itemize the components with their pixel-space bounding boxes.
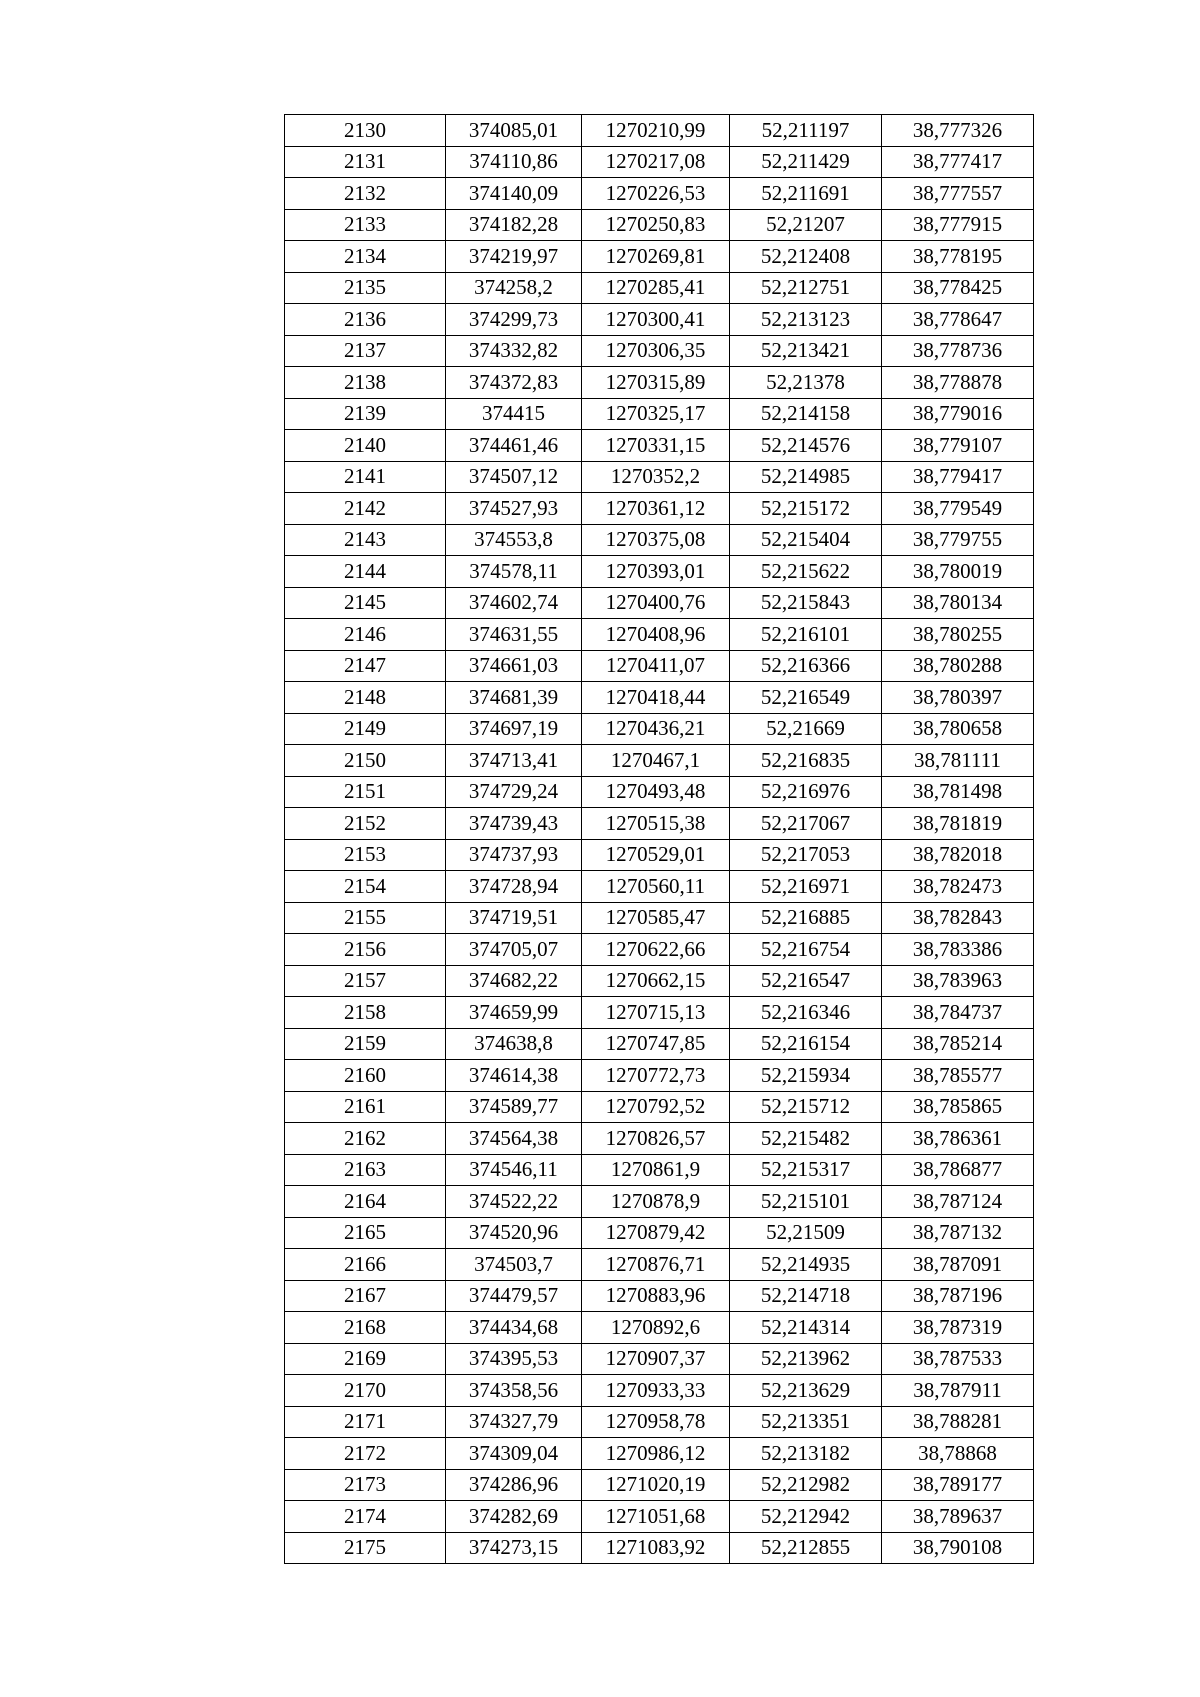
table-row bbox=[285, 1469, 1034, 1501]
longitude-cell: 38,780134 bbox=[882, 587, 1034, 619]
latitude-cell: 52,214985 bbox=[730, 461, 882, 493]
coord-y-cell: 1270400,76 bbox=[582, 587, 730, 619]
point-number-cell: 2146 bbox=[285, 619, 446, 651]
coord-y-cell: 1270879,42 bbox=[582, 1217, 730, 1249]
point-number-cell: 2166 bbox=[285, 1249, 446, 1281]
longitude-cell: 38,780255 bbox=[882, 619, 1034, 651]
coord-x-cell: 374327,79 bbox=[446, 1406, 582, 1438]
coord-y-cell: 1270907,37 bbox=[582, 1343, 730, 1375]
longitude-cell: 38,782473 bbox=[882, 871, 1034, 903]
longitude-cell: 38,785214 bbox=[882, 1028, 1034, 1060]
table-row bbox=[285, 146, 1034, 178]
coord-x-cell: 374705,07 bbox=[446, 934, 582, 966]
longitude-cell: 38,786361 bbox=[882, 1123, 1034, 1155]
point-number-cell: 2163 bbox=[285, 1154, 446, 1186]
table-row bbox=[285, 1217, 1034, 1249]
table-row bbox=[285, 965, 1034, 997]
latitude-cell: 52,21509 bbox=[730, 1217, 882, 1249]
table-row bbox=[285, 115, 1034, 147]
point-number-cell: 2160 bbox=[285, 1060, 446, 1092]
point-number-cell: 2141 bbox=[285, 461, 446, 493]
coord-x-cell: 374682,22 bbox=[446, 965, 582, 997]
longitude-cell: 38,779417 bbox=[882, 461, 1034, 493]
coord-y-cell: 1270892,6 bbox=[582, 1312, 730, 1344]
coord-y-cell: 1270585,47 bbox=[582, 902, 730, 934]
table-row bbox=[285, 713, 1034, 745]
latitude-cell: 52,214576 bbox=[730, 430, 882, 462]
longitude-cell: 38,777417 bbox=[882, 146, 1034, 178]
coord-y-cell: 1270715,13 bbox=[582, 997, 730, 1029]
coord-x-cell: 374527,93 bbox=[446, 493, 582, 525]
latitude-cell: 52,213421 bbox=[730, 335, 882, 367]
longitude-cell: 38,787132 bbox=[882, 1217, 1034, 1249]
point-number-cell: 2138 bbox=[285, 367, 446, 399]
latitude-cell: 52,213182 bbox=[730, 1438, 882, 1470]
latitude-cell: 52,215712 bbox=[730, 1091, 882, 1123]
point-number-cell: 2134 bbox=[285, 241, 446, 273]
coord-y-cell: 1270361,12 bbox=[582, 493, 730, 525]
point-number-cell: 2147 bbox=[285, 650, 446, 682]
table-row bbox=[285, 1028, 1034, 1060]
latitude-cell: 52,216885 bbox=[730, 902, 882, 934]
latitude-cell: 52,216549 bbox=[730, 682, 882, 714]
longitude-cell: 38,778878 bbox=[882, 367, 1034, 399]
latitude-cell: 52,217053 bbox=[730, 839, 882, 871]
coord-y-cell: 1270772,73 bbox=[582, 1060, 730, 1092]
latitude-cell: 52,215101 bbox=[730, 1186, 882, 1218]
latitude-cell: 52,21378 bbox=[730, 367, 882, 399]
coord-y-cell: 1270986,12 bbox=[582, 1438, 730, 1470]
point-number-cell: 2139 bbox=[285, 398, 446, 430]
point-number-cell: 2144 bbox=[285, 556, 446, 588]
coord-y-cell: 1270217,08 bbox=[582, 146, 730, 178]
coord-x-cell: 374697,19 bbox=[446, 713, 582, 745]
longitude-cell: 38,789637 bbox=[882, 1501, 1034, 1533]
longitude-cell: 38,784737 bbox=[882, 997, 1034, 1029]
table-row bbox=[285, 367, 1034, 399]
table-row bbox=[285, 1532, 1034, 1564]
point-number-cell: 2145 bbox=[285, 587, 446, 619]
latitude-cell: 52,216154 bbox=[730, 1028, 882, 1060]
coord-x-cell: 374395,53 bbox=[446, 1343, 582, 1375]
coord-y-cell: 1270250,83 bbox=[582, 209, 730, 241]
coord-y-cell: 1270622,66 bbox=[582, 934, 730, 966]
coord-x-cell: 374434,68 bbox=[446, 1312, 582, 1344]
longitude-cell: 38,780288 bbox=[882, 650, 1034, 682]
longitude-cell: 38,78868 bbox=[882, 1438, 1034, 1470]
longitude-cell: 38,780658 bbox=[882, 713, 1034, 745]
table-row bbox=[285, 1249, 1034, 1281]
coord-x-cell: 374507,12 bbox=[446, 461, 582, 493]
longitude-cell: 38,787091 bbox=[882, 1249, 1034, 1281]
longitude-cell: 38,779107 bbox=[882, 430, 1034, 462]
point-number-cell: 2131 bbox=[285, 146, 446, 178]
coord-y-cell: 1270408,96 bbox=[582, 619, 730, 651]
point-number-cell: 2151 bbox=[285, 776, 446, 808]
point-number-cell: 2157 bbox=[285, 965, 446, 997]
coord-y-cell: 1270375,08 bbox=[582, 524, 730, 556]
table-row bbox=[285, 1186, 1034, 1218]
coord-y-cell: 1270861,9 bbox=[582, 1154, 730, 1186]
longitude-cell: 38,778195 bbox=[882, 241, 1034, 273]
point-number-cell: 2169 bbox=[285, 1343, 446, 1375]
table-row bbox=[285, 1438, 1034, 1470]
coord-x-cell: 374713,41 bbox=[446, 745, 582, 777]
coord-x-cell: 374085,01 bbox=[446, 115, 582, 147]
coord-x-cell: 374282,69 bbox=[446, 1501, 582, 1533]
point-number-cell: 2154 bbox=[285, 871, 446, 903]
coord-y-cell: 1270826,57 bbox=[582, 1123, 730, 1155]
longitude-cell: 38,778736 bbox=[882, 335, 1034, 367]
table-row bbox=[285, 1091, 1034, 1123]
latitude-cell: 52,213123 bbox=[730, 304, 882, 336]
latitude-cell: 52,216346 bbox=[730, 997, 882, 1029]
latitude-cell: 52,216976 bbox=[730, 776, 882, 808]
coord-y-cell: 1270467,1 bbox=[582, 745, 730, 777]
coord-x-cell: 374728,94 bbox=[446, 871, 582, 903]
latitude-cell: 52,212408 bbox=[730, 241, 882, 273]
point-number-cell: 2149 bbox=[285, 713, 446, 745]
coord-x-cell: 374110,86 bbox=[446, 146, 582, 178]
latitude-cell: 52,211197 bbox=[730, 115, 882, 147]
coord-x-cell: 374631,55 bbox=[446, 619, 582, 651]
latitude-cell: 52,212751 bbox=[730, 272, 882, 304]
latitude-cell: 52,212942 bbox=[730, 1501, 882, 1533]
point-number-cell: 2150 bbox=[285, 745, 446, 777]
table-row bbox=[285, 808, 1034, 840]
coordinates-table-body bbox=[285, 115, 1034, 1564]
coord-y-cell: 1270662,15 bbox=[582, 965, 730, 997]
coord-y-cell: 1271020,19 bbox=[582, 1469, 730, 1501]
point-number-cell: 2133 bbox=[285, 209, 446, 241]
latitude-cell: 52,211429 bbox=[730, 146, 882, 178]
latitude-cell: 52,21669 bbox=[730, 713, 882, 745]
point-number-cell: 2174 bbox=[285, 1501, 446, 1533]
coord-x-cell: 374309,04 bbox=[446, 1438, 582, 1470]
coord-y-cell: 1270269,81 bbox=[582, 241, 730, 273]
coord-x-cell: 374729,24 bbox=[446, 776, 582, 808]
latitude-cell: 52,216835 bbox=[730, 745, 882, 777]
table-row bbox=[285, 1154, 1034, 1186]
latitude-cell: 52,215317 bbox=[730, 1154, 882, 1186]
longitude-cell: 38,779549 bbox=[882, 493, 1034, 525]
coord-x-cell: 374332,82 bbox=[446, 335, 582, 367]
latitude-cell: 52,213962 bbox=[730, 1343, 882, 1375]
point-number-cell: 2140 bbox=[285, 430, 446, 462]
coord-y-cell: 1270515,38 bbox=[582, 808, 730, 840]
coord-y-cell: 1270315,89 bbox=[582, 367, 730, 399]
longitude-cell: 38,779755 bbox=[882, 524, 1034, 556]
latitude-cell: 52,213351 bbox=[730, 1406, 882, 1438]
coord-y-cell: 1270393,01 bbox=[582, 556, 730, 588]
point-number-cell: 2171 bbox=[285, 1406, 446, 1438]
coord-y-cell: 1270958,78 bbox=[582, 1406, 730, 1438]
longitude-cell: 38,778647 bbox=[882, 304, 1034, 336]
coord-y-cell: 1270933,33 bbox=[582, 1375, 730, 1407]
table-row bbox=[285, 272, 1034, 304]
longitude-cell: 38,787911 bbox=[882, 1375, 1034, 1407]
table-row bbox=[285, 1501, 1034, 1533]
coord-x-cell: 374461,46 bbox=[446, 430, 582, 462]
coord-x-cell: 374273,15 bbox=[446, 1532, 582, 1564]
coord-x-cell: 374299,73 bbox=[446, 304, 582, 336]
latitude-cell: 52,216101 bbox=[730, 619, 882, 651]
longitude-cell: 38,779016 bbox=[882, 398, 1034, 430]
coord-y-cell: 1271083,92 bbox=[582, 1532, 730, 1564]
point-number-cell: 2170 bbox=[285, 1375, 446, 1407]
longitude-cell: 38,785865 bbox=[882, 1091, 1034, 1123]
latitude-cell: 52,215622 bbox=[730, 556, 882, 588]
point-number-cell: 2175 bbox=[285, 1532, 446, 1564]
point-number-cell: 2130 bbox=[285, 115, 446, 147]
coord-x-cell: 374415 bbox=[446, 398, 582, 430]
point-number-cell: 2158 bbox=[285, 997, 446, 1029]
coord-y-cell: 1271051,68 bbox=[582, 1501, 730, 1533]
coord-y-cell: 1270226,53 bbox=[582, 178, 730, 210]
longitude-cell: 38,780019 bbox=[882, 556, 1034, 588]
coord-y-cell: 1270560,11 bbox=[582, 871, 730, 903]
coord-x-cell: 374140,09 bbox=[446, 178, 582, 210]
longitude-cell: 38,781498 bbox=[882, 776, 1034, 808]
table-row bbox=[285, 461, 1034, 493]
latitude-cell: 52,216754 bbox=[730, 934, 882, 966]
coord-x-cell: 374520,96 bbox=[446, 1217, 582, 1249]
latitude-cell: 52,215482 bbox=[730, 1123, 882, 1155]
latitude-cell: 52,215843 bbox=[730, 587, 882, 619]
longitude-cell: 38,781111 bbox=[882, 745, 1034, 777]
latitude-cell: 52,216366 bbox=[730, 650, 882, 682]
table-row bbox=[285, 934, 1034, 966]
longitude-cell: 38,778425 bbox=[882, 272, 1034, 304]
coord-x-cell: 374681,39 bbox=[446, 682, 582, 714]
latitude-cell: 52,217067 bbox=[730, 808, 882, 840]
longitude-cell: 38,780397 bbox=[882, 682, 1034, 714]
coord-x-cell: 374286,96 bbox=[446, 1469, 582, 1501]
longitude-cell: 38,777557 bbox=[882, 178, 1034, 210]
point-number-cell: 2159 bbox=[285, 1028, 446, 1060]
latitude-cell: 52,214158 bbox=[730, 398, 882, 430]
point-number-cell: 2164 bbox=[285, 1186, 446, 1218]
coord-x-cell: 374503,7 bbox=[446, 1249, 582, 1281]
point-number-cell: 2153 bbox=[285, 839, 446, 871]
coord-y-cell: 1270493,48 bbox=[582, 776, 730, 808]
coord-x-cell: 374182,28 bbox=[446, 209, 582, 241]
table-row bbox=[285, 209, 1034, 241]
coord-y-cell: 1270747,85 bbox=[582, 1028, 730, 1060]
coord-x-cell: 374372,83 bbox=[446, 367, 582, 399]
longitude-cell: 38,777915 bbox=[882, 209, 1034, 241]
coord-x-cell: 374578,11 bbox=[446, 556, 582, 588]
point-number-cell: 2162 bbox=[285, 1123, 446, 1155]
coord-y-cell: 1270436,21 bbox=[582, 713, 730, 745]
point-number-cell: 2168 bbox=[285, 1312, 446, 1344]
coord-x-cell: 374564,38 bbox=[446, 1123, 582, 1155]
latitude-cell: 52,216547 bbox=[730, 965, 882, 997]
point-number-cell: 2165 bbox=[285, 1217, 446, 1249]
table-row bbox=[285, 1060, 1034, 1092]
table-row bbox=[285, 650, 1034, 682]
coord-y-cell: 1270792,52 bbox=[582, 1091, 730, 1123]
point-number-cell: 2156 bbox=[285, 934, 446, 966]
point-number-cell: 2161 bbox=[285, 1091, 446, 1123]
coord-y-cell: 1270529,01 bbox=[582, 839, 730, 871]
longitude-cell: 38,789177 bbox=[882, 1469, 1034, 1501]
longitude-cell: 38,782843 bbox=[882, 902, 1034, 934]
coord-x-cell: 374589,77 bbox=[446, 1091, 582, 1123]
coord-y-cell: 1270876,71 bbox=[582, 1249, 730, 1281]
point-number-cell: 2136 bbox=[285, 304, 446, 336]
coord-x-cell: 374614,38 bbox=[446, 1060, 582, 1092]
coord-x-cell: 374553,8 bbox=[446, 524, 582, 556]
longitude-cell: 38,787196 bbox=[882, 1280, 1034, 1312]
latitude-cell: 52,214935 bbox=[730, 1249, 882, 1281]
coord-x-cell: 374602,74 bbox=[446, 587, 582, 619]
coord-x-cell: 374659,99 bbox=[446, 997, 582, 1029]
coord-y-cell: 1270418,44 bbox=[582, 682, 730, 714]
coord-x-cell: 374638,8 bbox=[446, 1028, 582, 1060]
coord-x-cell: 374719,51 bbox=[446, 902, 582, 934]
table-row bbox=[285, 682, 1034, 714]
coord-x-cell: 374258,2 bbox=[446, 272, 582, 304]
table-row bbox=[285, 997, 1034, 1029]
latitude-cell: 52,215934 bbox=[730, 1060, 882, 1092]
coord-y-cell: 1270210,99 bbox=[582, 115, 730, 147]
latitude-cell: 52,213629 bbox=[730, 1375, 882, 1407]
table-row bbox=[285, 556, 1034, 588]
point-number-cell: 2173 bbox=[285, 1469, 446, 1501]
coord-x-cell: 374358,56 bbox=[446, 1375, 582, 1407]
coord-y-cell: 1270883,96 bbox=[582, 1280, 730, 1312]
point-number-cell: 2132 bbox=[285, 178, 446, 210]
table-row bbox=[285, 335, 1034, 367]
table-row bbox=[285, 619, 1034, 651]
coordinates-table bbox=[284, 114, 1034, 1564]
table-row bbox=[285, 304, 1034, 336]
point-number-cell: 2142 bbox=[285, 493, 446, 525]
longitude-cell: 38,787124 bbox=[882, 1186, 1034, 1218]
table-row bbox=[285, 745, 1034, 777]
latitude-cell: 52,216971 bbox=[730, 871, 882, 903]
latitude-cell: 52,212855 bbox=[730, 1532, 882, 1564]
latitude-cell: 52,215404 bbox=[730, 524, 882, 556]
point-number-cell: 2152 bbox=[285, 808, 446, 840]
coord-y-cell: 1270325,17 bbox=[582, 398, 730, 430]
point-number-cell: 2172 bbox=[285, 1438, 446, 1470]
coord-x-cell: 374479,57 bbox=[446, 1280, 582, 1312]
longitude-cell: 38,785577 bbox=[882, 1060, 1034, 1092]
coord-x-cell: 374219,97 bbox=[446, 241, 582, 273]
longitude-cell: 38,787319 bbox=[882, 1312, 1034, 1344]
longitude-cell: 38,788281 bbox=[882, 1406, 1034, 1438]
latitude-cell: 52,215172 bbox=[730, 493, 882, 525]
table-row bbox=[285, 241, 1034, 273]
latitude-cell: 52,21207 bbox=[730, 209, 882, 241]
table-row bbox=[285, 776, 1034, 808]
table-row bbox=[285, 839, 1034, 871]
longitude-cell: 38,787533 bbox=[882, 1343, 1034, 1375]
coord-y-cell: 1270285,41 bbox=[582, 272, 730, 304]
coord-x-cell: 374739,43 bbox=[446, 808, 582, 840]
table-row bbox=[285, 587, 1034, 619]
table-row bbox=[285, 902, 1034, 934]
table-row bbox=[285, 178, 1034, 210]
point-number-cell: 2135 bbox=[285, 272, 446, 304]
coord-y-cell: 1270306,35 bbox=[582, 335, 730, 367]
latitude-cell: 52,214314 bbox=[730, 1312, 882, 1344]
coord-y-cell: 1270411,07 bbox=[582, 650, 730, 682]
longitude-cell: 38,782018 bbox=[882, 839, 1034, 871]
table-row bbox=[285, 430, 1034, 462]
coord-y-cell: 1270331,15 bbox=[582, 430, 730, 462]
longitude-cell: 38,790108 bbox=[882, 1532, 1034, 1564]
latitude-cell: 52,212982 bbox=[730, 1469, 882, 1501]
table-row bbox=[285, 1343, 1034, 1375]
longitude-cell: 38,783963 bbox=[882, 965, 1034, 997]
point-number-cell: 2148 bbox=[285, 682, 446, 714]
table-row bbox=[285, 398, 1034, 430]
point-number-cell: 2137 bbox=[285, 335, 446, 367]
longitude-cell: 38,786877 bbox=[882, 1154, 1034, 1186]
coord-y-cell: 1270300,41 bbox=[582, 304, 730, 336]
table-row bbox=[285, 1406, 1034, 1438]
table-row bbox=[285, 524, 1034, 556]
coord-x-cell: 374522,22 bbox=[446, 1186, 582, 1218]
table-row bbox=[285, 1123, 1034, 1155]
coord-x-cell: 374546,11 bbox=[446, 1154, 582, 1186]
longitude-cell: 38,781819 bbox=[882, 808, 1034, 840]
table-row bbox=[285, 1312, 1034, 1344]
coord-x-cell: 374661,03 bbox=[446, 650, 582, 682]
point-number-cell: 2155 bbox=[285, 902, 446, 934]
longitude-cell: 38,783386 bbox=[882, 934, 1034, 966]
table-row bbox=[285, 1280, 1034, 1312]
longitude-cell: 38,777326 bbox=[882, 115, 1034, 147]
coord-y-cell: 1270878,9 bbox=[582, 1186, 730, 1218]
point-number-cell: 2143 bbox=[285, 524, 446, 556]
latitude-cell: 52,214718 bbox=[730, 1280, 882, 1312]
table-row bbox=[285, 493, 1034, 525]
coord-y-cell: 1270352,2 bbox=[582, 461, 730, 493]
table-row bbox=[285, 871, 1034, 903]
point-number-cell: 2167 bbox=[285, 1280, 446, 1312]
table-row bbox=[285, 1375, 1034, 1407]
coord-x-cell: 374737,93 bbox=[446, 839, 582, 871]
latitude-cell: 52,211691 bbox=[730, 178, 882, 210]
